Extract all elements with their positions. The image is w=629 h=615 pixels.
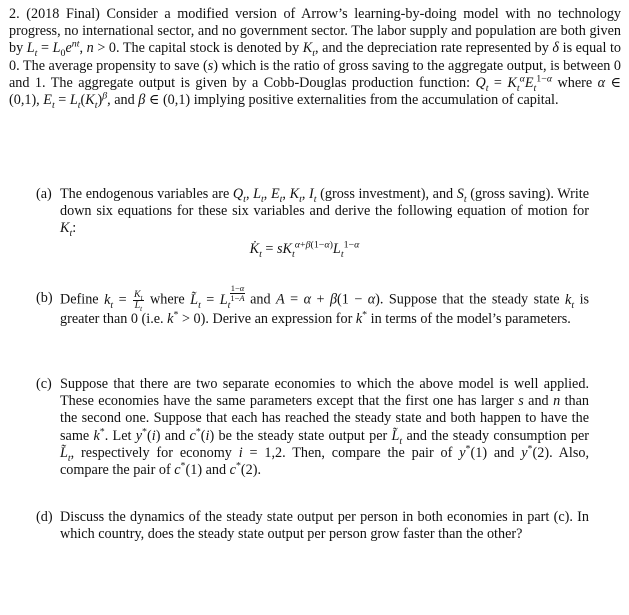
economy-index: i = 1,2 [238, 444, 283, 461]
l-tilde-definition: $L̃_t = L_t$ $\frac{1-\alpha}{1-A}$ [190, 283, 245, 311]
part-c-text-6: be the steady state output per [218, 427, 388, 444]
part-c-text-1: Suppose that there are two separate economies to which the above model is well applied. These economies have the same parameters except that the first one has larger [60, 376, 589, 410]
intro-text-5: ) which is the ratio of gross saving to the aggregate output, is between 0 and 1. The aggregate output is given by a Cobb-Douglas production function: [9, 57, 622, 91]
n-symbol-c: n [553, 393, 561, 410]
part-c-text-2: and [528, 393, 549, 410]
saving-symbol: $S_t$ [456, 186, 467, 205]
part-b-text-1: Define [60, 291, 99, 308]
part-c-text-9: . Then, compare the pair of [282, 444, 453, 461]
intro-text-6: where [557, 74, 593, 91]
part-b-text-2: where [150, 291, 185, 308]
part-a-label: (a) [36, 186, 52, 202]
y-pair: y*(1) and y*(2) [459, 443, 550, 461]
l-tilde-c2: $L̃_t$ [60, 444, 71, 464]
alpha-range: α ∈ (0,1), $E_t = L_t(K_t)^\beta$ [9, 74, 621, 111]
k-star-positive: k* > 0 [167, 309, 201, 327]
part-c-text-3: than the second one. Suppose that each has reached the steady state and both happen to have the same [60, 393, 590, 444]
beta-range: β ∈ (0,1) [138, 92, 191, 109]
part-b-label: (b) [36, 290, 53, 306]
part-a-text-1: The endogenous variables are [60, 186, 230, 202]
part-a-text-3: (gross saving). Write down six equations for these six variables and derive the following equation of motion for [60, 186, 590, 220]
part-a-text-2: (gross investment), and [320, 186, 454, 202]
part-c-text-8: , respectively for economy [70, 444, 232, 461]
part-b-text-7: in terms of the model’s parameters. [370, 310, 571, 327]
intro-text-1: (2018 Final) Consider a modified version of Arrow’s learning-by-doing model with no technology progress, no international sector, and no government sector. The labor supply and population are both given by [9, 6, 622, 57]
part-b-text [60, 283, 590, 328]
k-t-symbol: $k_t$ [565, 291, 575, 311]
s-symbol: s [207, 57, 214, 74]
part-d-label: (d) [36, 509, 53, 525]
c-star-i: c*(i) [189, 425, 215, 444]
a-definition: A = α + β(1 − α) [276, 291, 380, 308]
part-b-text-4: . Suppose that the steady state [379, 291, 560, 308]
part-b [36, 283, 590, 328]
part-a-text: The endogenous variables are $Q_t$, $L_t$, $E_t$, $K_t$, $I_t$ (gross investment), and $S_t$ (gross saving). Write down six equations for these six variables and derive the following equation of motion for $K_t$: $K̇_t = sK_t^{\alpha+\beta(1-\alpha)}L_t^{1-\alpha}$ [60, 186, 590, 260]
l-tilde-c1: $L̃_t$ [391, 427, 403, 447]
part-c-label: (c) [36, 376, 52, 392]
labor-equation: $L_t = L_0e^{nt}$, n > 0 [26, 38, 116, 60]
question-number: 2. [9, 6, 20, 22]
part-c-text-4: . Let [104, 427, 132, 444]
delta-symbol: δ [552, 40, 560, 57]
part-b-text-5: is greater than 0 (i.e. [60, 291, 590, 327]
intro-text-7: , and [107, 92, 135, 109]
part-b-text-3: and [250, 291, 271, 308]
k-star-c: k* [93, 425, 105, 444]
intro-text-8: implying positive externalities from the accumulation of capital. [193, 92, 559, 109]
part-c-text-5: and [164, 427, 186, 444]
variables-list: $Q_t$, $L_t$, $E_t$, $K_t$, $I_t$ [232, 186, 317, 205]
part-c-text [60, 376, 589, 479]
part-a [36, 186, 589, 258]
intro-text-2: . The capital stock is denoted by [116, 40, 300, 57]
k-definition: $k_t$ = $\frac{K_t}{L̃_t}$ [104, 289, 143, 313]
c-pair: c*(1) and c*(2) [174, 460, 258, 479]
intro-text-4: is equal to 0. The average propensity to save ( [9, 40, 622, 74]
part-b-text-6: ). Derive an expression for [200, 310, 353, 327]
capital-symbol-a: $K_t$ [60, 220, 73, 240]
part-d [36, 509, 589, 543]
part-c [36, 376, 589, 479]
part-c-text-10: . Also, compare the pair of [60, 444, 590, 479]
s-symbol-c: s [518, 393, 524, 410]
production-function: $Q_t = K_t^\alpha E_t^{1-\alpha}$ [475, 73, 553, 94]
motion-equation: $K̇_t = sK_t^{\alpha+\beta(1-\alpha)}L_t^{1-\alpha}$ [249, 238, 360, 260]
part-c-text-7: and the steady consumption per [406, 427, 590, 444]
k-star-symbol: k* [355, 309, 368, 327]
part-c-text-11: . [257, 462, 262, 479]
y-star-i: y*(i) [135, 425, 161, 444]
capital-symbol: $K_t$ [302, 40, 316, 60]
part-d-text: Discuss the dynamics of the steady state output per person in both economies in part (c). In which country, does the steady state output per person grow faster than the other? [60, 509, 589, 543]
question-intro [9, 6, 621, 109]
intro-text-3: , and the depreciation rate represented by [315, 40, 549, 57]
